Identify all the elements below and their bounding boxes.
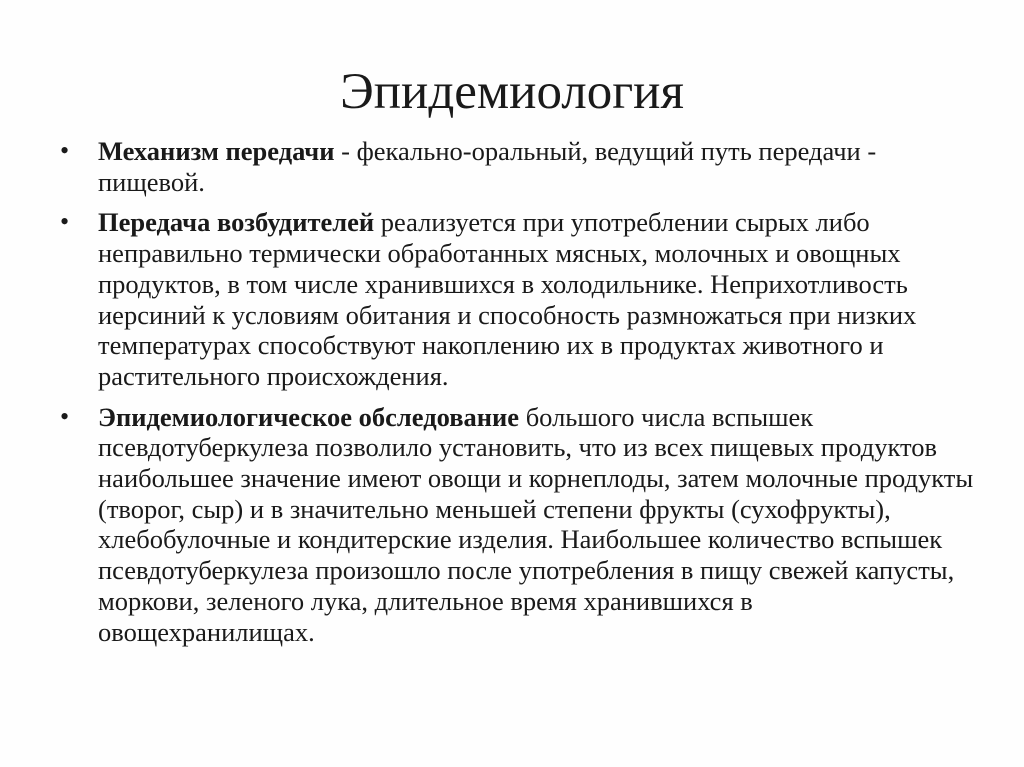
- bullet-text: [98, 402, 973, 647]
- bullet-marker: •: [60, 207, 70, 237]
- bullet-text: [98, 136, 876, 197]
- bullet-item-epidemiological-survey: [60, 402, 975, 648]
- bullet-item-pathogen-transmission: [60, 207, 975, 391]
- bullet-body: - фекально-оральный, ведущий путь передачи - пищевой.: [98, 136, 877, 197]
- bullet-body: большого числа вспышек псевдотуберкулеза позволило установить, что из всех пищевых продуктов наибольшее значение имеют овощи и корнеплоды, затем молочные продукты (творог, сыр) и в значительно меньшей степени фрукты (сухофрукты), хлебобулочные и кондитерские изделия. Наибольшее количество вспышек псевдотуберкулеза произошло после употребления в пищу свежей капусты, моркови, зеленого лука, длительное время хранившихся в овощехранилищах.: [98, 401, 974, 647]
- bullet-marker: •: [60, 401, 70, 431]
- bullet-marker: •: [60, 136, 70, 165]
- bullet-lead: Эпидемиологическое обследование: [98, 401, 520, 432]
- bullet-item-transmission-mechanism: [60, 136, 975, 197]
- bullet-text: [98, 207, 916, 391]
- bullet-body: реализуется при употреблении сырых либо неправильно термически обработанных мясных, молочных и овощных продуктов, в том числе хранившихся в холодильнике. Неприхотливость иерсиний к условиям обитания и способность размножаться при низких температурах способствуют накоплению их в продуктах животного и растительного происхождения.: [98, 207, 917, 391]
- bullet-list: [60, 136, 975, 657]
- slide-title: Эпидемиология: [340, 64, 684, 120]
- bullet-lead: Передача возбудителей: [98, 207, 375, 238]
- bullet-lead: Механизм передачи: [98, 136, 335, 166]
